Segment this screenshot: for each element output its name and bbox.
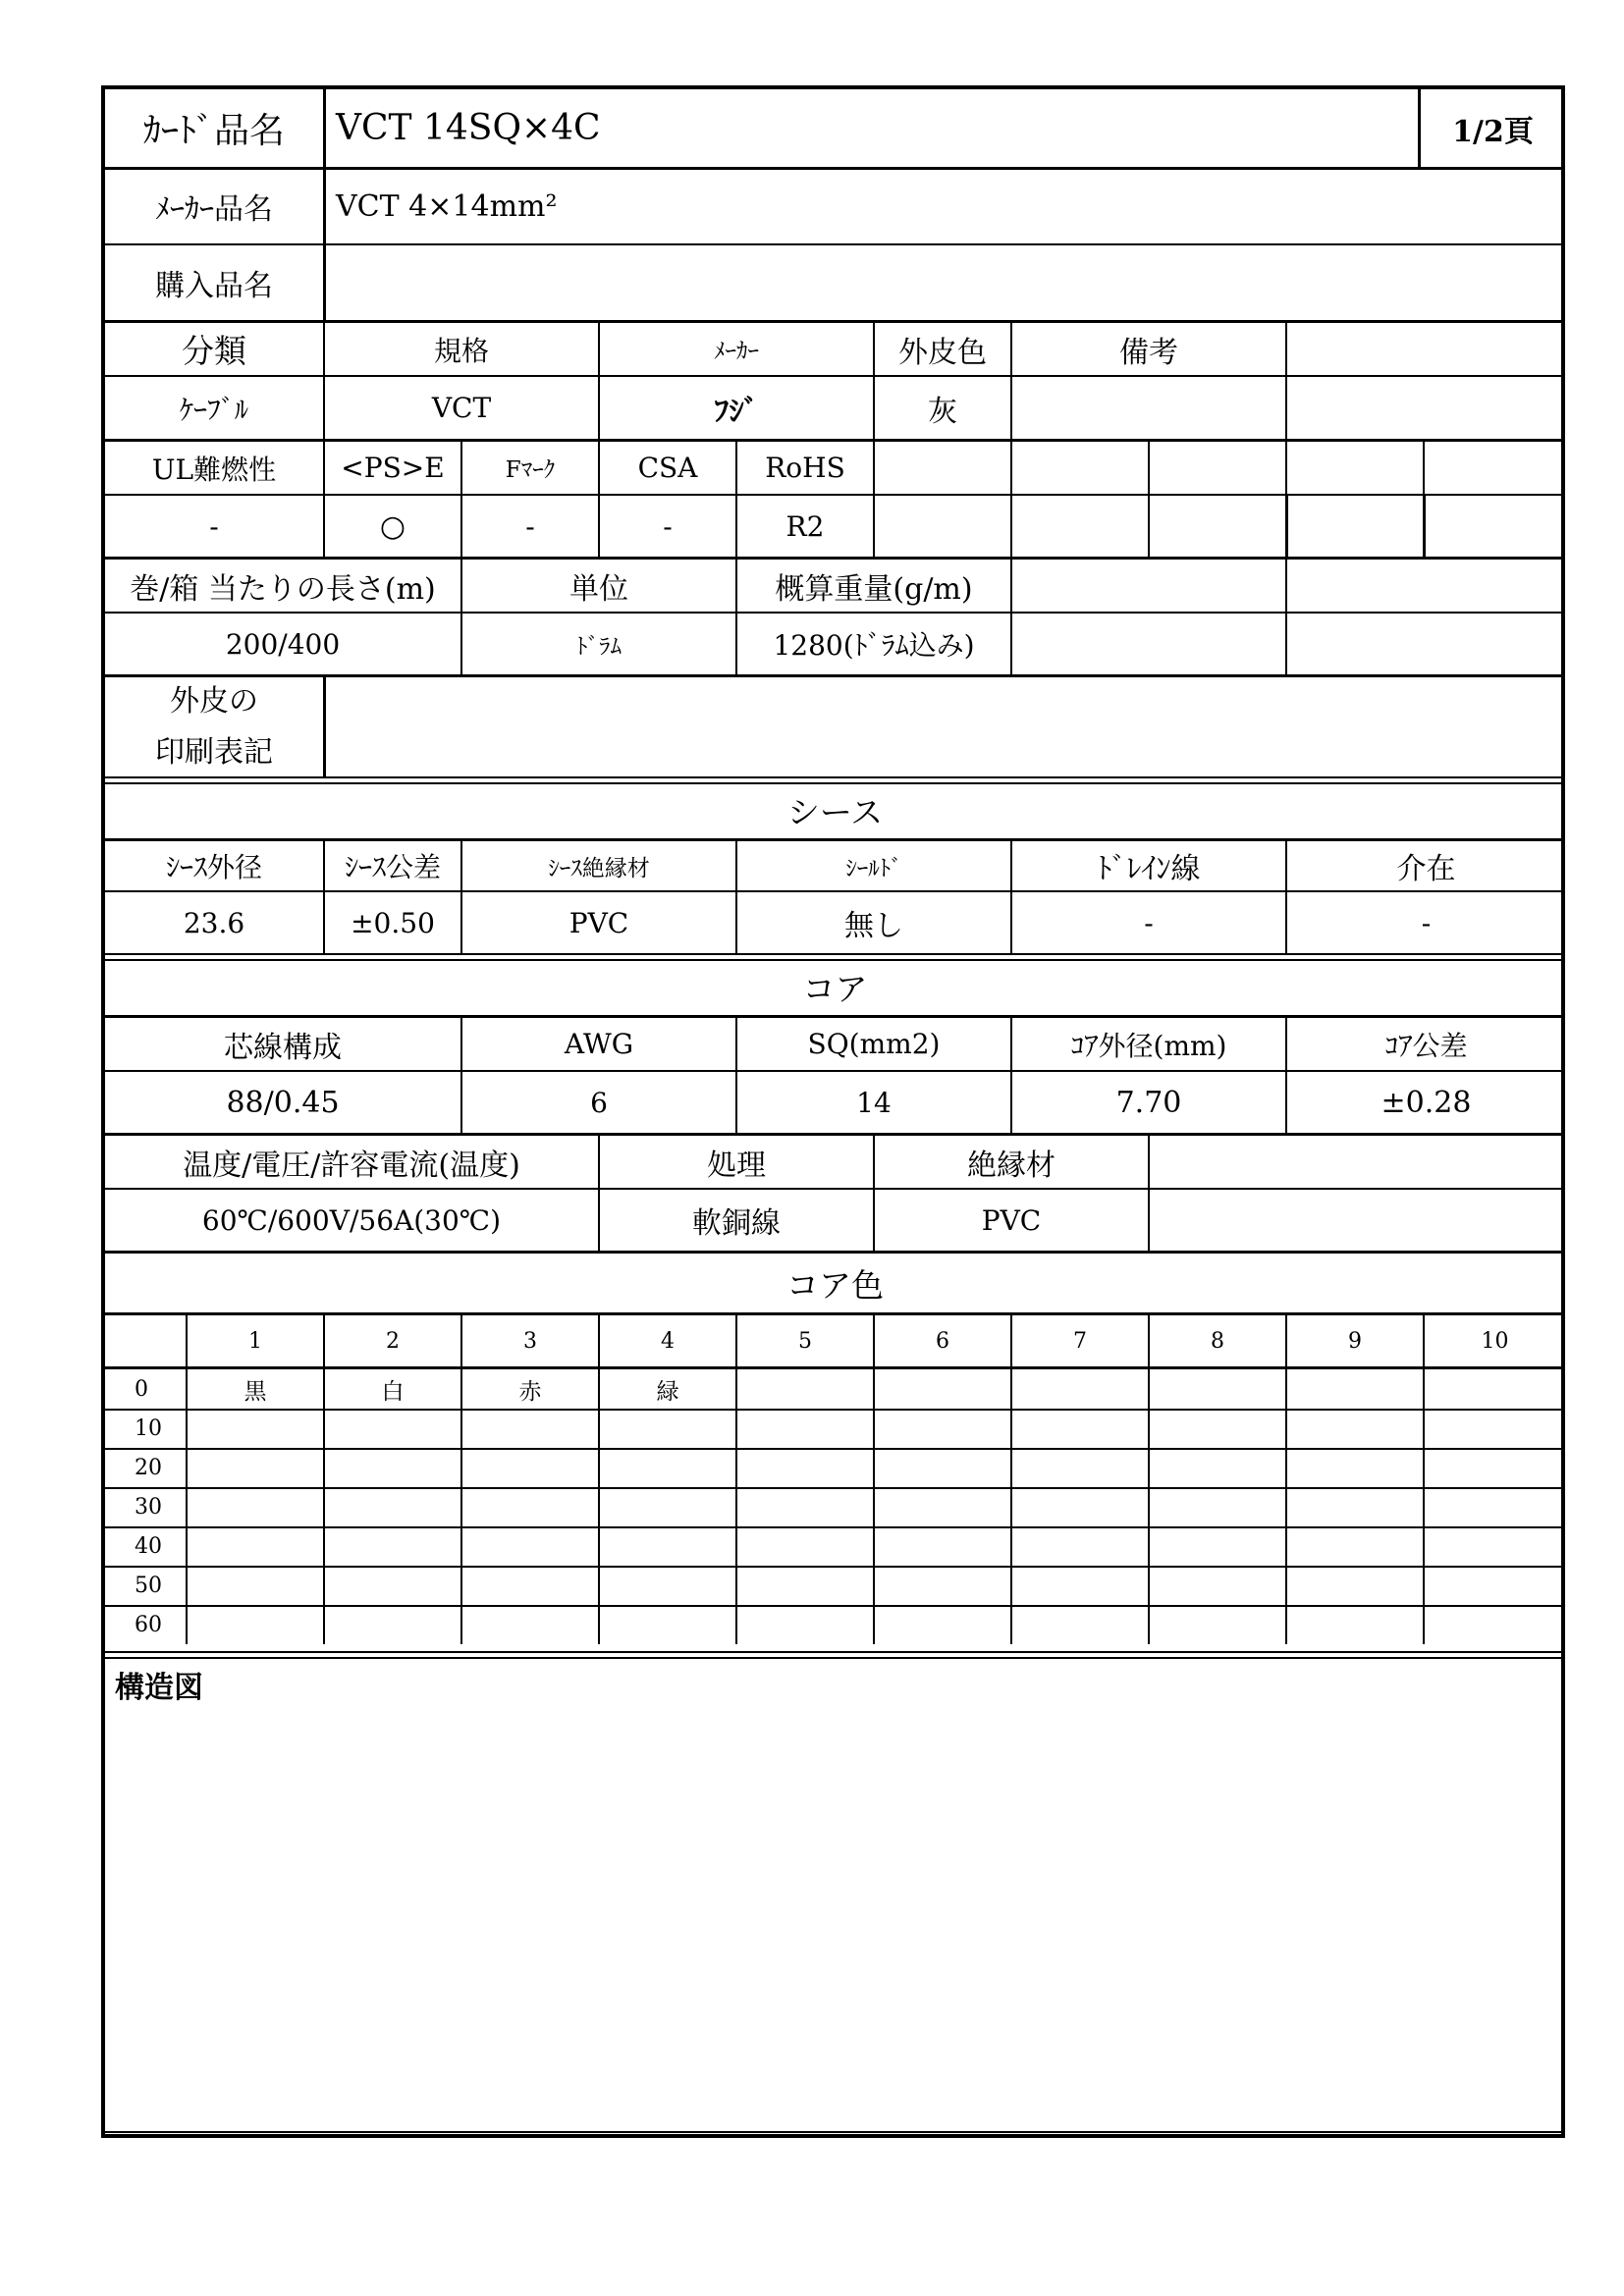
classification-value: ｹｰﾌﾞﾙ: [179, 393, 248, 426]
pse-header: <PS>E: [323, 442, 460, 494]
sheath-title-row: [105, 782, 1561, 838]
core-color-column-header: 1: [186, 1315, 323, 1366]
core-header-row: [105, 1018, 1561, 1070]
purchase-name-value: [323, 245, 1565, 320]
core-color-row-label: 50: [135, 1573, 162, 1598]
treatment-header: 処理: [598, 1136, 873, 1188]
ul-flame-header: UL難燃性: [151, 453, 277, 486]
core-blank-value: [1148, 1190, 1565, 1251]
standards-blank-header-3: [1148, 442, 1285, 494]
insulation-header: 絶縁材: [873, 1136, 1148, 1188]
sheath-outer-diameter-header: ｼｰｽ外径: [165, 851, 262, 883]
core-value-row: [105, 1072, 1561, 1133]
standards-blank-value-3: [1148, 496, 1285, 557]
core-color-cell: [1285, 1605, 1423, 1644]
core-color-cell: [873, 1605, 1010, 1644]
core-color-row-label: 20: [135, 1455, 162, 1480]
drain-wire-header: ﾄﾞﾚｲﾝ線: [1010, 841, 1285, 890]
conductor-composition-value: 88/0.45: [226, 1085, 340, 1120]
packing-blank-header-1: [1010, 560, 1285, 612]
core-color-cell: 緑: [598, 1369, 735, 1409]
sheath-insulation-header: ｼｰｽ絶縁材: [460, 841, 735, 890]
sheath-insulation-value: PVC: [460, 892, 735, 953]
standards-blank-header-4: [1285, 442, 1423, 494]
core-color-cell: [186, 1448, 323, 1487]
core-color-cell: [1148, 1448, 1285, 1487]
core-color-cell: [1423, 1526, 1565, 1566]
sq-header: SQ(mm2): [735, 1018, 1010, 1070]
structure-diagram-title: 構造図: [115, 1671, 203, 1704]
standards-blank-header-2: [1010, 442, 1148, 494]
core-color-cell: [460, 1526, 598, 1566]
core-color-cell: [735, 1369, 873, 1409]
core-color-column-header: 6: [873, 1315, 1010, 1366]
core-value2-row: [105, 1190, 1561, 1251]
remarks-value: [1010, 377, 1285, 439]
core-color-cell: [1010, 1566, 1148, 1605]
core-color-title-row: [105, 1254, 1561, 1312]
core-title-row: [105, 959, 1561, 1015]
core-color-cell: [186, 1566, 323, 1605]
core-color-cell: [1148, 1566, 1285, 1605]
core-color-cell: [460, 1448, 598, 1487]
purchase-name-row: [105, 245, 1561, 320]
sheath-tolerance-header: ｼｰｽ公差: [323, 841, 460, 890]
packing-blank-header-2: [1285, 560, 1565, 612]
core-color-cell: [735, 1409, 873, 1448]
ul-flame-value: -: [209, 509, 219, 543]
sheath-value-row: [105, 892, 1561, 953]
core-color-row-label: 60: [135, 1612, 162, 1637]
core-color-cell: [1148, 1526, 1285, 1566]
core-color-corner: [105, 1315, 186, 1366]
rohs-value: R2: [735, 496, 873, 557]
filler-value: -: [1285, 892, 1565, 953]
pse-value: ○: [323, 496, 460, 557]
conductor-composition-header: 芯線構成: [224, 1030, 342, 1065]
approx-weight-header: 概算重量(g/m): [735, 560, 1010, 612]
core-color-cell: [460, 1605, 598, 1644]
standards-blank-header-5: [1423, 442, 1565, 494]
core-color-cell: [1423, 1605, 1565, 1644]
standards-value-row: [105, 496, 1561, 557]
card-name-row: [105, 89, 1561, 167]
core-color-column-header: 7: [1010, 1315, 1148, 1366]
print-marking-label: [105, 677, 323, 776]
sheath-title: シース: [786, 793, 884, 831]
core-color-cell: [873, 1526, 1010, 1566]
f-mark-value: -: [460, 496, 598, 557]
maker-name-row: [105, 169, 1561, 243]
core-color-row: [105, 1526, 1561, 1566]
rohs-header: RoHS: [735, 442, 873, 494]
core-color-cell: [598, 1526, 735, 1566]
core-color-column-header: 9: [1285, 1315, 1423, 1366]
standard-value: VCT: [323, 377, 598, 439]
core-color-column-header: 4: [598, 1315, 735, 1366]
core-color-cell: [1148, 1369, 1285, 1409]
core-color-cell: [460, 1566, 598, 1605]
core-color-cell: [873, 1448, 1010, 1487]
core-color-cell: [873, 1566, 1010, 1605]
core-color-column-header: 2: [323, 1315, 460, 1366]
core-color-cell: [186, 1487, 323, 1526]
standard-header: 規格: [323, 323, 598, 375]
classification-header-row: [105, 323, 1561, 375]
core-color-cell: [598, 1487, 735, 1526]
core-color-cell: [873, 1369, 1010, 1409]
core-color-cell: [735, 1566, 873, 1605]
drain-wire-value: -: [1010, 892, 1285, 953]
core-color-row: [105, 1369, 1561, 1409]
core-color-cell: 赤: [460, 1369, 598, 1409]
core-color-cell: [186, 1605, 323, 1644]
core-color-cell: [873, 1409, 1010, 1448]
core-blank-header: [1148, 1136, 1565, 1188]
maker-value: ﾌｼﾞ: [598, 377, 873, 439]
standards-blank-value-1: [873, 496, 1010, 557]
packing-header-row: [105, 560, 1561, 612]
length-per-package-value: 200/400: [225, 627, 341, 661]
unit-header: 単位: [460, 560, 735, 612]
core-outer-diameter-value: 7.70: [1010, 1072, 1285, 1133]
core-color-row-label: 10: [135, 1415, 162, 1441]
maker-header: ﾒｰｶｰ: [598, 323, 873, 375]
core-color-cell: [873, 1487, 1010, 1526]
awg-header: AWG: [460, 1018, 735, 1070]
core-color-row: [105, 1448, 1561, 1487]
core-color-cell: [1423, 1566, 1565, 1605]
core-tolerance-header: ｺｱ公差: [1285, 1018, 1565, 1070]
sheath-outer-diameter-value: 23.6: [183, 906, 245, 939]
core-color-cell: [1010, 1487, 1148, 1526]
core-color-header-row: [105, 1315, 1561, 1366]
spec-sheet: [101, 85, 1565, 2138]
maker-name-label: ﾒｰｶｰ品名: [155, 192, 273, 227]
core-color-cell: [1010, 1448, 1148, 1487]
purchase-name-label: 購入品名: [155, 269, 273, 303]
core-color-cell: [1285, 1526, 1423, 1566]
core-color-column-header: 3: [460, 1315, 598, 1366]
sheath-header-row: [105, 841, 1561, 890]
core-color-cell: [1285, 1448, 1423, 1487]
standards-header-row: [105, 442, 1561, 494]
classification-value-row: [105, 377, 1561, 439]
shield-header: ｼｰﾙﾄﾞ: [735, 841, 1010, 890]
packing-blank-value-2: [1285, 614, 1565, 674]
print-marking-label-line1: 外皮の: [170, 683, 258, 719]
core-color-cell: [323, 1566, 460, 1605]
core-color-cell: [323, 1526, 460, 1566]
remarks-header: 備考: [1010, 323, 1285, 375]
core-color-cell: [1010, 1409, 1148, 1448]
core-title: コア: [802, 970, 868, 1008]
core-color-cell: [1285, 1487, 1423, 1526]
core-color-cell: [1423, 1409, 1565, 1448]
core-color-row: [105, 1566, 1561, 1605]
core-color-row-label: 0: [135, 1376, 148, 1402]
core-color-cell: [1285, 1369, 1423, 1409]
csa-header: CSA: [598, 442, 735, 494]
core-color-row-label: 40: [135, 1533, 162, 1559]
core-color-cell: [735, 1526, 873, 1566]
core-color-column-header: 5: [735, 1315, 873, 1366]
length-per-package-header: 巻/箱 当たりの長さ(m): [130, 571, 436, 607]
core-color-title: コア色: [786, 1265, 884, 1305]
core-color-cell: [323, 1605, 460, 1644]
core-color-cell: 白: [323, 1369, 460, 1409]
core-tolerance-value: ±0.28: [1285, 1072, 1565, 1133]
core-color-cell: [1423, 1487, 1565, 1526]
core-color-row: [105, 1409, 1561, 1448]
standards-blank-value-2: [1010, 496, 1148, 557]
shield-value: 無し: [735, 892, 1010, 953]
jacket-color-value: 灰: [873, 377, 1010, 439]
unit-value: ﾄﾞﾗﾑ: [460, 614, 735, 674]
print-marking-row: [105, 677, 1561, 776]
core-color-cell: [1148, 1605, 1285, 1644]
core-color-cell: [598, 1409, 735, 1448]
print-marking-value: [323, 677, 1565, 776]
core-color-cell: [1010, 1369, 1148, 1409]
card-name-label: ｶｰﾄﾞ品名: [142, 111, 285, 151]
core-color-cell: [1423, 1448, 1565, 1487]
sq-value: 14: [735, 1072, 1010, 1133]
core-color-cell: [323, 1409, 460, 1448]
core-header2-row: [105, 1136, 1561, 1188]
maker-name-value: VCT 4×14mm²: [323, 169, 1565, 243]
temp-voltage-current-header: 温度/電圧/許容電流(温度): [183, 1148, 520, 1183]
core-color-column-header: 8: [1148, 1315, 1285, 1366]
core-color-cell: 黒: [186, 1369, 323, 1409]
core-color-cell: [735, 1605, 873, 1644]
filler-header: 介在: [1285, 841, 1565, 890]
core-color-cell: [186, 1526, 323, 1566]
core-color-cell: [598, 1448, 735, 1487]
core-color-row: [105, 1605, 1561, 1644]
core-outer-diameter-header: ｺｱ外径(mm): [1010, 1018, 1285, 1070]
structure-diagram-area: [105, 1657, 1561, 2109]
classification-header: 分類: [182, 332, 246, 370]
card-name-value: VCT 14SQ×4C: [323, 89, 1418, 167]
core-color-cell: [1148, 1409, 1285, 1448]
standards-blank-value-5: [1423, 496, 1565, 557]
core-color-cell: [1010, 1605, 1148, 1644]
classification-extra-header: [1285, 323, 1565, 375]
awg-value: 6: [460, 1072, 735, 1133]
page-number: 1/2頁: [1418, 89, 1565, 167]
temp-voltage-current-value: 60℃/600V/56A(30℃): [201, 1203, 502, 1237]
packing-value-row: [105, 614, 1561, 674]
core-color-cell: [1285, 1409, 1423, 1448]
core-color-cell: [460, 1409, 598, 1448]
core-color-cell: [186, 1409, 323, 1448]
core-color-cell: [1148, 1487, 1285, 1526]
core-color-cell: [323, 1448, 460, 1487]
sheath-tolerance-value: ±0.50: [323, 892, 460, 953]
core-color-cell: [1285, 1566, 1423, 1605]
insulation-value: PVC: [873, 1190, 1148, 1251]
core-color-cell: [598, 1605, 735, 1644]
csa-value: -: [598, 496, 735, 557]
core-color-column-header: 10: [1423, 1315, 1565, 1366]
core-color-cell: [460, 1487, 598, 1526]
f-mark-header: Fﾏｰｸ: [460, 442, 598, 494]
treatment-value: 軟銅線: [598, 1190, 873, 1251]
core-color-cell: [598, 1566, 735, 1605]
standards-blank-value-4: [1285, 496, 1423, 557]
core-color-cell: [735, 1448, 873, 1487]
core-color-cell: [323, 1487, 460, 1526]
core-color-cell: [1423, 1369, 1565, 1409]
core-color-row-label: 30: [135, 1494, 162, 1520]
core-color-cell: [1010, 1526, 1148, 1566]
packing-blank-value-1: [1010, 614, 1285, 674]
core-color-row: [105, 1487, 1561, 1526]
standards-blank-header-1: [873, 442, 1010, 494]
approx-weight-value: 1280(ﾄﾞﾗﾑ込み): [735, 614, 1010, 674]
classification-extra-value: [1285, 377, 1565, 439]
core-color-cell: [735, 1487, 873, 1526]
print-marking-label-line2: 印刷表記: [155, 734, 273, 770]
jacket-color-header: 外皮色: [873, 323, 1010, 375]
